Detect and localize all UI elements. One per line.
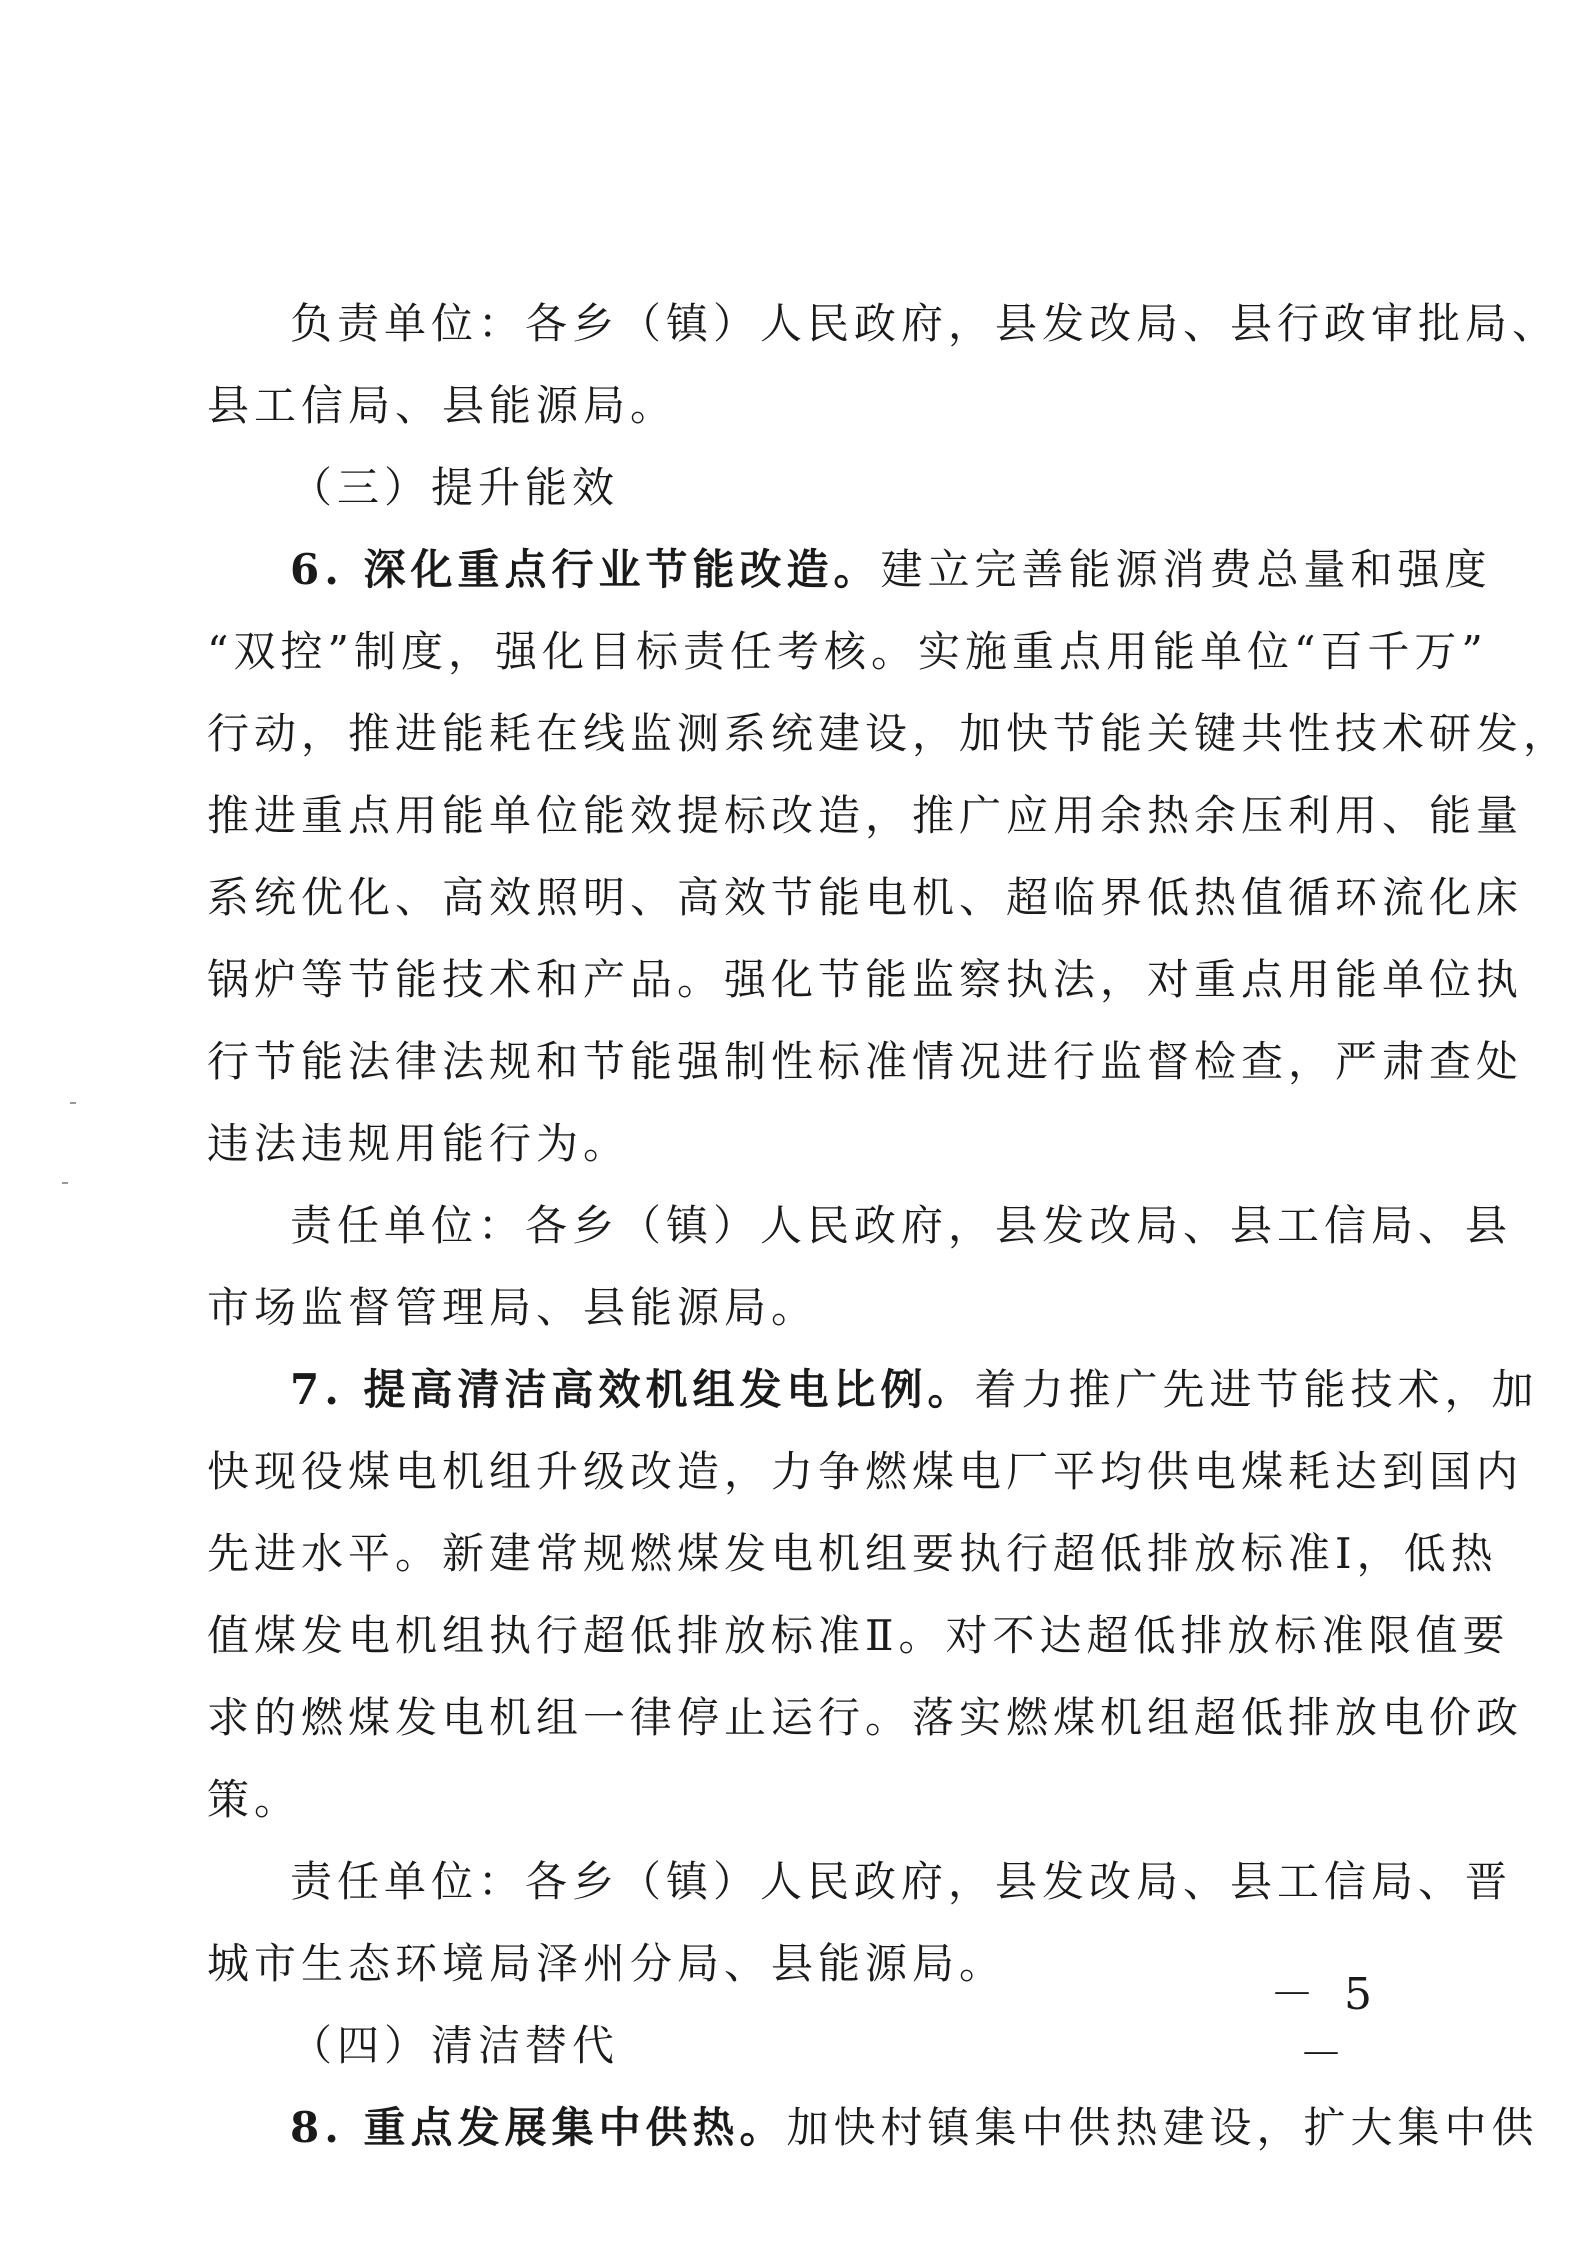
item-6-body-line: 推进重点用能单位能效提标改造，推广应用余热余压利用、能量 — [207, 791, 1524, 840]
section-heading-4: （四）清洁替代 — [290, 2021, 620, 2070]
responsible-units-paragraph-1: 负责单位：各乡（镇）人民政府，县发改局、县行政审批局、 — [290, 299, 1560, 348]
scan-speck — [70, 1102, 76, 1104]
item-7-heading-line: 7. 提高清洁高效机组发电比例。着力推广先进节能技术，加 — [290, 1365, 1539, 1414]
item-6-body-line: “双控”制度，强化目标责任考核。实施重点用能单位“百千万” — [207, 627, 1488, 676]
item-6-heading-line: 6. 深化重点行业节能改造。建立完善能源消费总量和强度 — [290, 545, 1492, 594]
item-7-body-line: 求的燃煤发电机组一律停止运行。落实燃煤机组超低排放电价政 — [207, 1693, 1524, 1742]
responsible-units-paragraph-1-cont: 县工信局、县能源局。 — [207, 381, 678, 430]
item-7-title: 7. 提高清洁高效机组发电比例。 — [290, 1365, 975, 1414]
responsible-units-paragraph-3: 责任单位：各乡（镇）人民政府，县发改局、县工信局、晋 — [290, 1857, 1513, 1906]
item-8-title: 8. 重点发展集中供热。 — [290, 2103, 787, 2152]
item-7-body-line: 值煤发电机组执行超低排放标准Ⅱ。对不达超低排放标准限值要 — [207, 1611, 1510, 1660]
item-8-heading-line: 8. 重点发展集中供热。加快村镇集中供热建设，扩大集中供 — [290, 2103, 1539, 2152]
section-heading-3: （三）提升能效 — [290, 463, 620, 512]
item-7-body-line: 策。 — [207, 1775, 302, 1824]
item-6-body-line: 锅炉等节能技术和产品。强化节能监察执法，对重点用能单位执 — [207, 955, 1524, 1004]
item-6-title: 6. 深化重点行业节能改造。 — [290, 545, 881, 594]
responsible-units-paragraph-2: 责任单位：各乡（镇）人民政府，县发改局、县工信局、县 — [290, 1201, 1513, 1250]
item-6-body-line: 行动，推进能耗在线监测系统建设，加快节能关键共性技术研发， — [207, 709, 1571, 758]
item-6-body-line: 行节能法律法规和节能强制性标准情况进行监督检查，严肃查处 — [207, 1037, 1524, 1086]
scan-speck — [62, 1182, 68, 1184]
item-6-body-line: 违法违规用能行为。 — [207, 1119, 631, 1168]
responsible-units-paragraph-3-cont: 城市生态环境局泽州分局、县能源局。 — [207, 1939, 1007, 1988]
item-7-body-line: 快现役煤电机组升级改造，力争燃煤电厂平均供电煤耗达到国内 — [207, 1447, 1524, 1496]
item-7-body-line: 先进水平。新建常规燃煤发电机组要执行超低排放标准Ⅰ，低热 — [207, 1529, 1498, 1578]
responsible-units-paragraph-2-cont: 市场监督管理局、县能源局。 — [207, 1283, 819, 1332]
page-number: － 5 － — [1270, 1969, 1380, 2080]
item-6-body-line: 系统优化、高效照明、高效节能电机、超临界低热值循环流化床 — [207, 873, 1524, 922]
